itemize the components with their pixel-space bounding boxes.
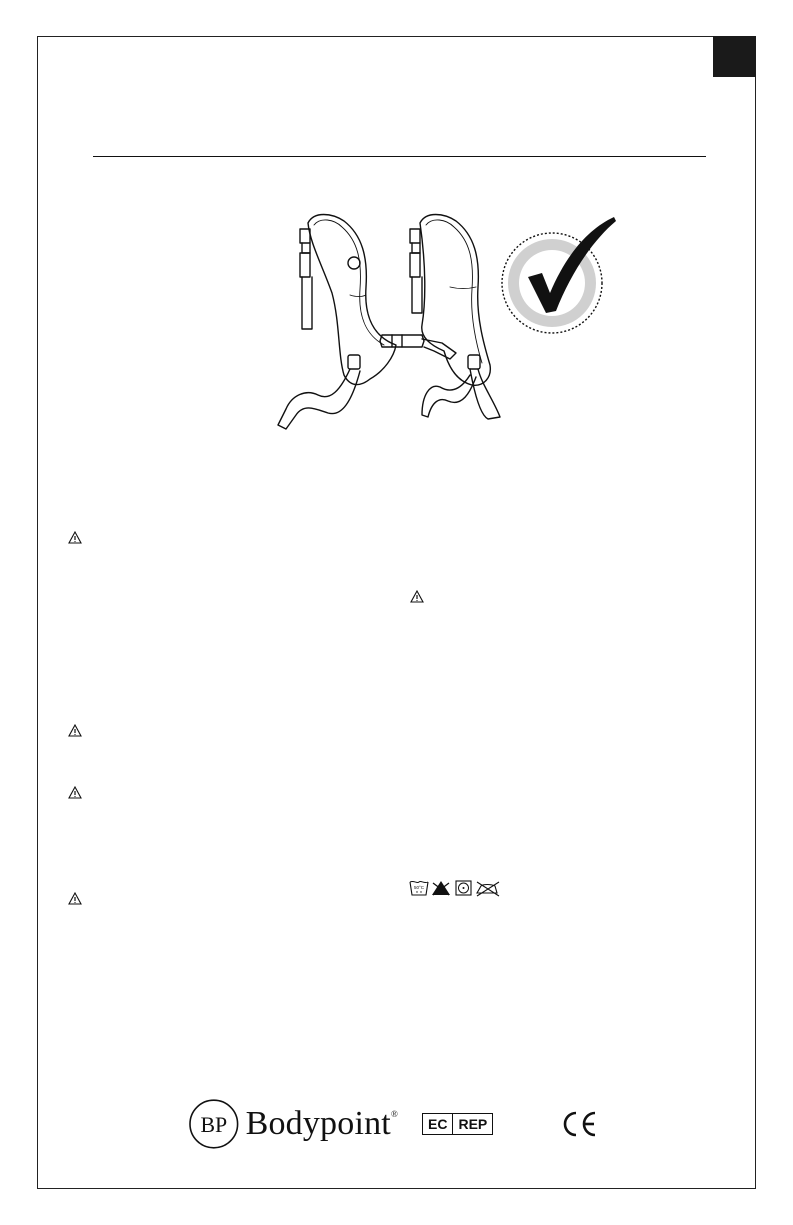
checkmark-seal-icon xyxy=(502,217,616,333)
wash-temp-label: 50°C xyxy=(413,885,425,890)
warning-triangle-icon xyxy=(410,590,424,603)
no-bleach-icon xyxy=(432,881,450,895)
harness-illustration xyxy=(270,205,620,450)
care-symbols xyxy=(409,879,505,897)
warning-triangle-icon xyxy=(68,892,82,905)
section-tab-block xyxy=(713,36,756,77)
left-shoulder-pad xyxy=(308,215,396,385)
bp-badge-icon xyxy=(348,257,360,269)
ec-rep-mark xyxy=(422,1113,493,1135)
rep-label: REP xyxy=(458,1116,488,1132)
wash-50c-icon xyxy=(410,881,428,895)
bp-monogram-icon xyxy=(188,1098,240,1150)
brand-name: Bodypoint® xyxy=(245,1105,398,1142)
tumble-dry-icon xyxy=(456,881,471,895)
bodypoint-logo xyxy=(188,1097,398,1151)
ec-label: EC xyxy=(423,1114,453,1134)
svg-text:BP: BP xyxy=(200,1112,228,1137)
warning-triangle-icon xyxy=(68,531,82,544)
title-rule xyxy=(93,156,706,157)
no-iron-icon xyxy=(477,882,499,896)
ce-mark-icon xyxy=(561,1110,599,1138)
warning-triangle-icon xyxy=(68,786,82,799)
warning-triangle-icon xyxy=(68,724,82,737)
